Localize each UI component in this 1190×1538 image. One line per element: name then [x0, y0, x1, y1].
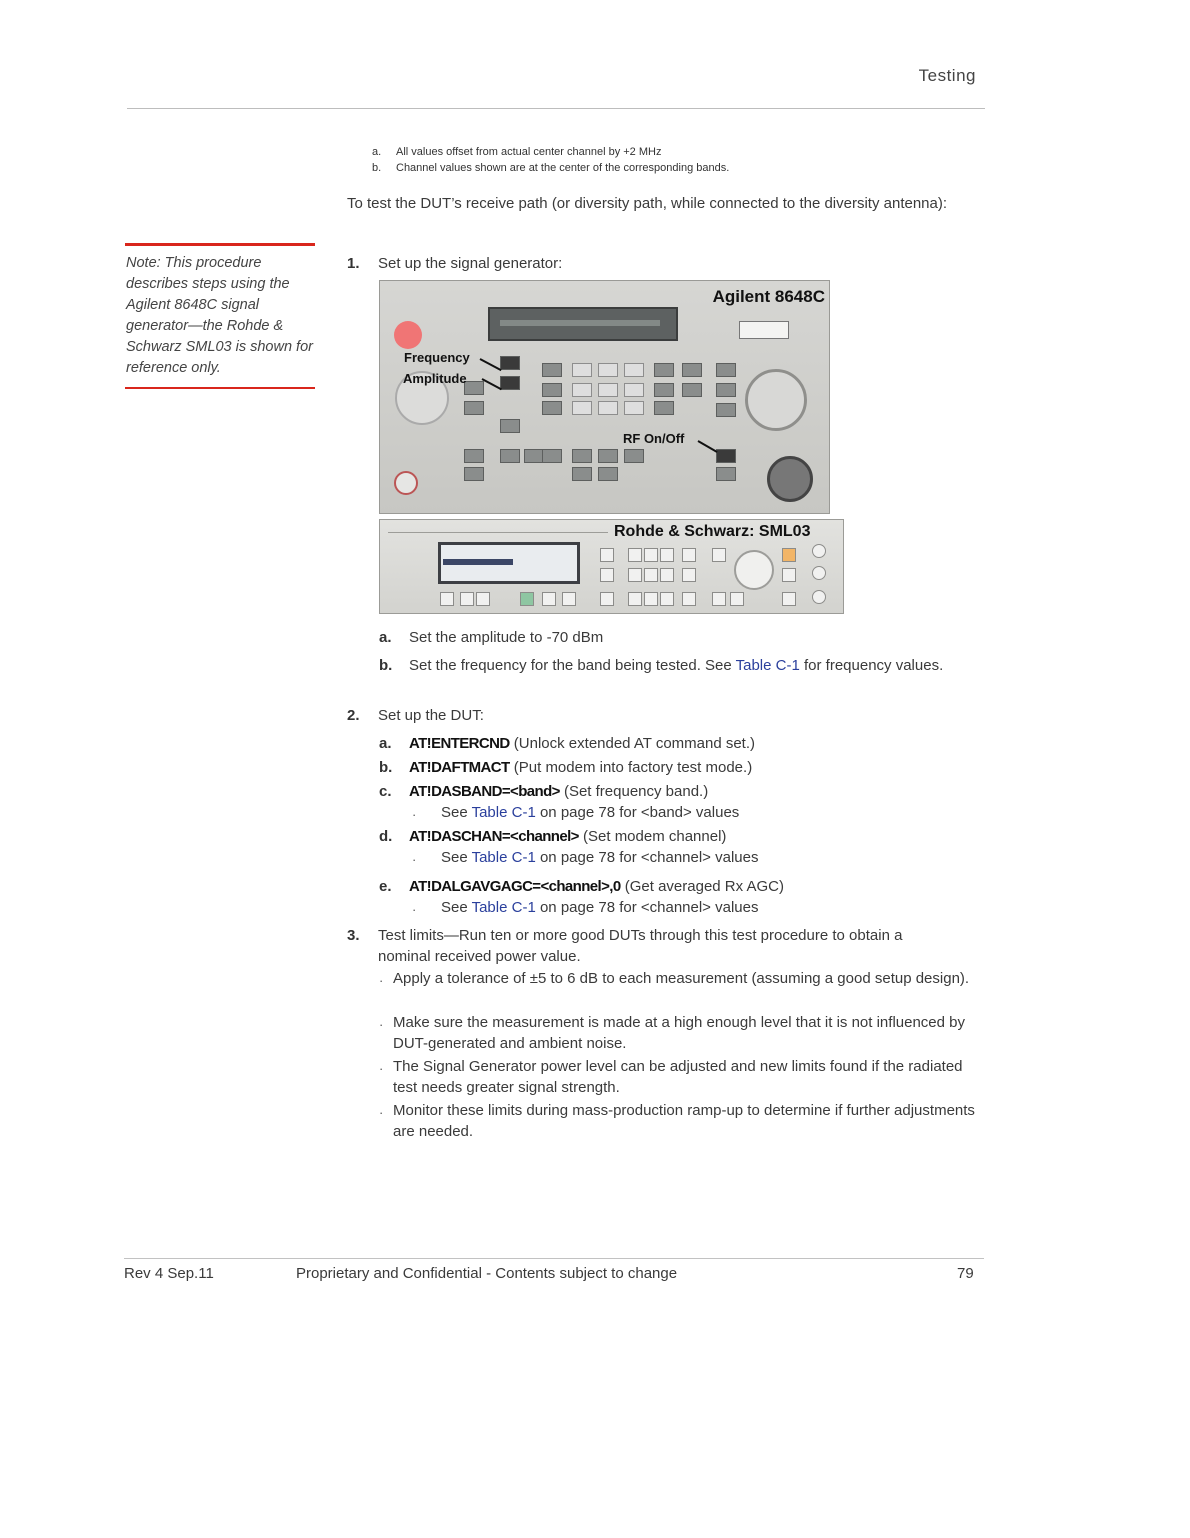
right-knob	[745, 369, 807, 431]
device-display	[488, 307, 678, 341]
at-command: AT!ENTERCND	[409, 735, 510, 752]
agilent-generator-photo	[379, 280, 830, 514]
step-text: Set up the signal generator:	[378, 255, 563, 272]
amplitude-arrow	[482, 378, 502, 390]
table-footnotes	[372, 144, 729, 176]
rotary-knob	[734, 550, 774, 590]
small-switch	[394, 471, 418, 495]
note-top-rule	[125, 243, 315, 246]
note-bottom-rule	[125, 387, 315, 389]
agilent-title: Agilent 8648C	[712, 287, 825, 306]
at-command: AT!DASCHAN=<channel>	[409, 828, 579, 845]
rohde-title: Rohde & Schwarz: SML03	[614, 523, 811, 540]
device-screen	[438, 542, 580, 584]
step-number: 1.	[347, 255, 360, 272]
rf-on-off-button	[716, 449, 736, 463]
device-badge	[739, 321, 789, 339]
page-number: 79	[957, 1265, 974, 1282]
frequency-label: Frequency	[404, 350, 470, 365]
table-c1-link[interactable]: Table C-1	[735, 657, 800, 674]
table-c1-link[interactable]: Table C-1	[471, 804, 536, 821]
frequency-arrow	[480, 358, 502, 371]
footnote-a: a. All values offset from actual center channel by +2 MHz	[372, 146, 662, 158]
footer-confidential: Proprietary and Confidential - Contents subject to change	[296, 1265, 678, 1282]
table-c1-link[interactable]: Table C-1	[471, 899, 536, 916]
rf-output-port	[767, 456, 813, 502]
footer-rule	[124, 1258, 984, 1259]
table-c1-link[interactable]: Table C-1	[471, 849, 536, 866]
amplitude-label: Amplitude	[403, 371, 467, 386]
power-indicator	[394, 321, 422, 349]
intro-paragraph: To test the DUT’s receive path (or diversity path, while connected to the diversity antenna):	[347, 195, 948, 212]
rf-on-off-label: RF On/Off	[623, 431, 685, 446]
margin-note: Note: This procedure describes steps using the Agilent 8648C signal generator—the Rohde & Schwarz SML03 is shown for reference only.	[126, 255, 313, 376]
footer-revision: Rev 4 Sep.11	[124, 1265, 214, 1282]
rohde-schwarz-generator-photo	[379, 519, 844, 614]
at-command: AT!DASBAND=<band>	[409, 783, 560, 800]
footnote-b: b. Channel values shown are at the center of the corresponding bands.	[372, 162, 730, 174]
section-title: Testing	[918, 66, 976, 85]
header-rule	[127, 108, 985, 109]
at-command: AT!DAFTMACT	[409, 759, 510, 776]
at-command: AT!DALGAVGAGC=<channel>,0	[409, 878, 621, 895]
rf-on-off-arrow	[698, 440, 718, 453]
